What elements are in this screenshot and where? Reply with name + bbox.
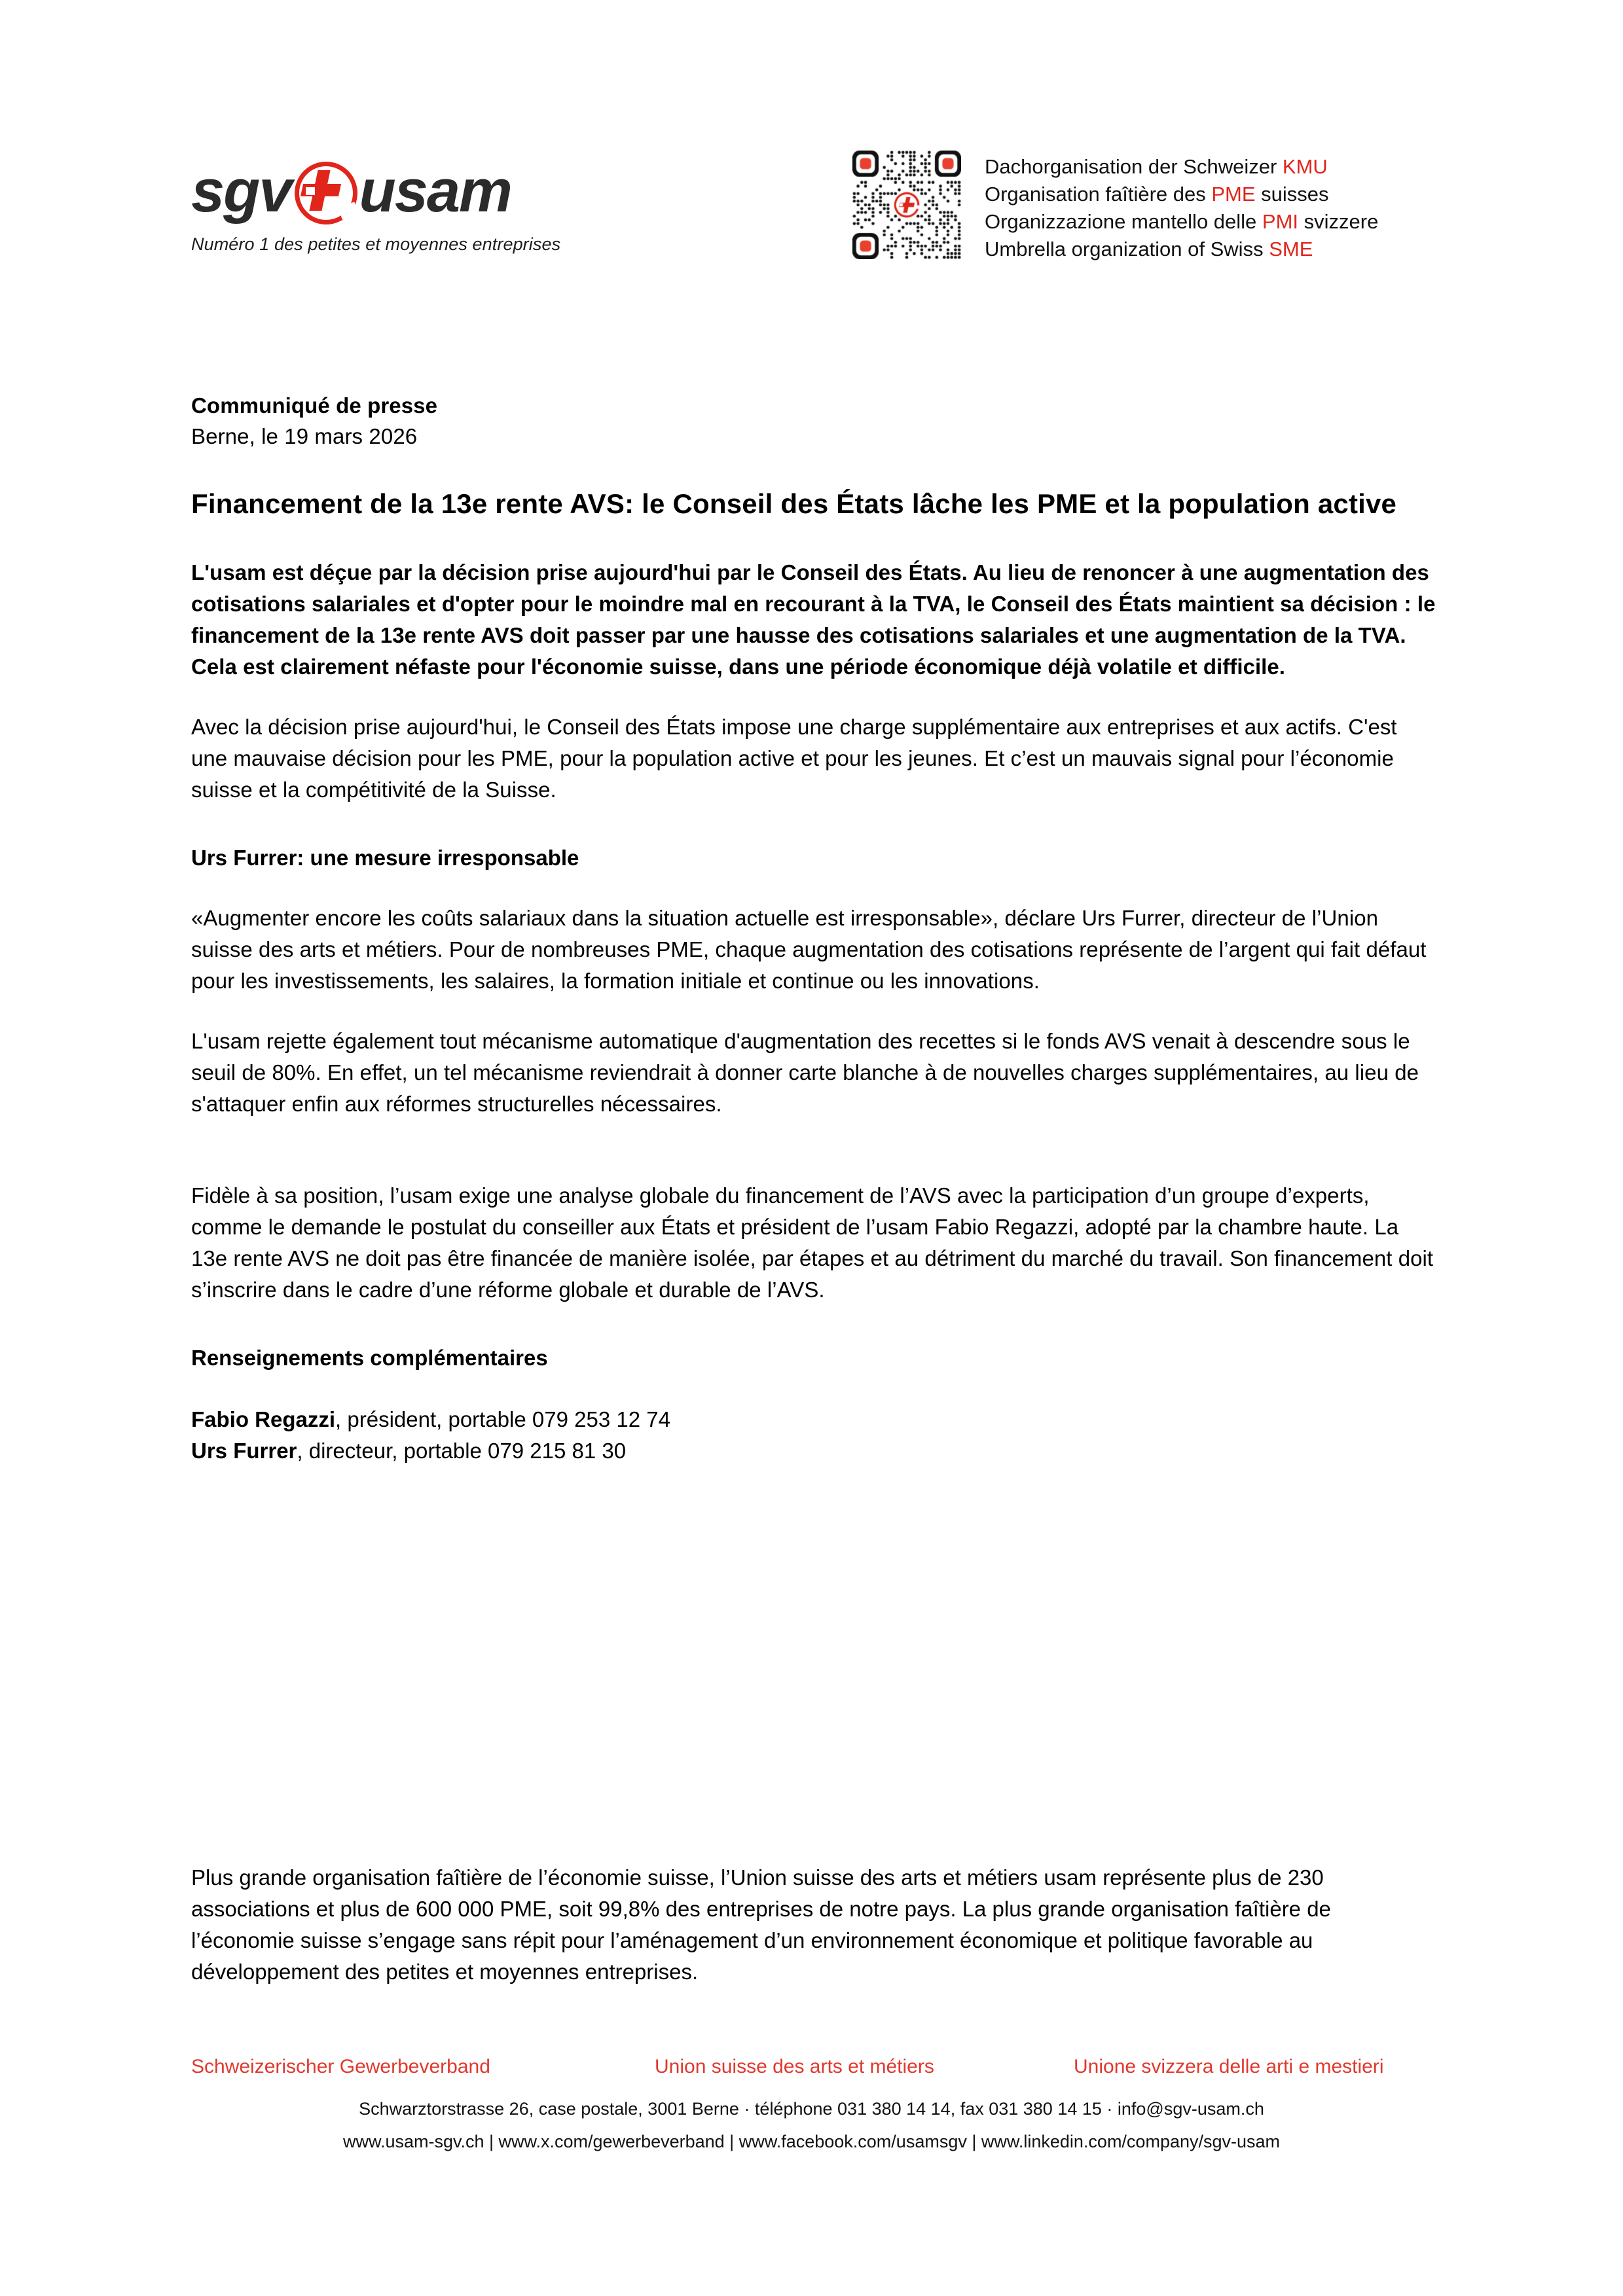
logo-tagline: Numéro 1 des petites et moyennes entreprises [191,234,561,254]
swiss-cross-circle-icon [293,160,356,223]
usam-logo [191,156,597,255]
footer-org-de: Schweizerischer Gewerbeverband [191,2056,490,2077]
qr-line-de: Dachorganisation der Schweizer KMU [985,155,1328,178]
contact-detail: , directeur, portable 079 215 81 30 [297,1439,627,1463]
contact-row [191,1404,1438,1435]
footer-org-fr: Union suisse des arts et métiers [655,2056,934,2077]
subheading-urs-furrer: Urs Furrer: une mesure irresponsable [191,846,579,870]
paragraph-4: Fidèle à sa position, l’usam exige une analyse globale du financement de l’AVS avec la participation d’un groupe d’experts, comme le demande le postulat du conseiller aux États et président de l’usam Fabio Regazzi, adopté par la chambre haute. La 13e rente AVS ne doit pas être financée de manière isolée, par étapes et au détriment du marché du travail. Son financement doit s’inscrire dans le cadre d’une réforme globale et durable de l’AVS. [191,1183,1434,1302]
subheading-contacts: Renseignements complémentaires [191,1346,548,1370]
page-footer [0,2054,1623,2155]
paragraph-1: Avec la décision prise aujourd'hui, le Conseil des États impose une charge supplémentaire aux entreprises et aux actifs. C'est une mauvaise décision pour les PME, pour la population active et pour les jeunes. Et c’est un mauvais signal pour l’économie suisse et la compétitivité de la Suisse. [191,715,1397,802]
footer-org-it: Unione svizzera delle arti e mestieri [1074,2056,1384,2077]
contact-row [191,1435,1438,1467]
logo-text-sgv: sgv [191,158,291,224]
qr-language-lines [985,151,1378,263]
paragraph-2: «Augmenter encore les coûts salariaux dans la situation actuelle est irresponsable», déclare Urs Furrer, directeur de l’Union suisse des arts et métiers. Pour de nombreuses PME, chaque augmentation des cotisations représente de l’argent qui fait défaut pour les investissements, les salaires, la formation initiale et continue ou les innovations. [191,906,1427,993]
qr-header-block [852,151,1378,263]
footer-urls[interactable]: www.usam-sgv.ch | www.x.com/gewerbeverband | www.facebook.com/usamsgv | www.linkedin.com/company/sgv-usam [342,2132,1281,2151]
page-title: Financement de la 13e rente AVS: le Conseil des États lâche les PME et la population active [191,488,1397,519]
footer-address: Schwarztorstrasse 26, case postale, 3001 Berne · téléphone 031 380 14 14, fax 031 380 14 15 · info@sgv-usam.ch [359,2099,1264,2119]
qr-line-en: Umbrella organization of Swiss SME [985,238,1313,260]
document-body [191,390,1438,1467]
qr-code-icon[interactable] [852,151,961,259]
document-dateline: Berne, le 19 mars 2026 [191,424,418,448]
contact-detail: , président, portable 079 253 12 74 [335,1407,670,1431]
footer-org-names [0,2054,1623,2085]
contact-name: Fabio Regazzi [191,1407,336,1431]
lead-paragraph: L'usam est déçue par la décision prise aujourd'hui par le Conseil des États. Au lieu de renoncer à une augmentation des cotisations salariales et d'opter pour le moindre mal en recourant à la TVA, le Conseil des États maintient sa décision : le financement de la 13e rente AVS doit passer par une hausse des cotisations salariales et une augmentation de la TVA. Cela est clairement néfaste pour l'économie suisse, dans une période économique déjà volatile et difficile. [191,560,1436,679]
paragraph-3: L'usam rejette également tout mécanisme automatique d'augmentation des recettes si le fonds AVS venait à descendre sous le seuil de 80%. En effet, un tel mécanisme reviendrait à donner carte blanche à de nouvelles charges supplémentaires, au lieu de s'attaquer enfin aux réformes structurelles nécessaires. [191,1029,1419,1116]
boilerplate-paragraph: Plus grande organisation faîtière de l’économie suisse, l’Union suisse des arts et métiers usam représente plus de 230 associations et plus de 600 000 PME, soit 99,8% des entreprises de notre pays. La plus grande organisation faîtière de l’économie suisse s’engage sans répit pour l’aménagement d’un environnement économique et politique favorable au développement des petites et moyennes entreprises. [191,1865,1331,1984]
page-header [0,0,1623,308]
contact-list [191,1404,1438,1467]
contact-name: Urs Furrer [191,1439,297,1463]
logo-text-usam: usam [359,158,511,224]
document-kicker: Communiqué de presse [191,393,438,418]
logo-wordmark [191,156,597,226]
qr-line-it: Organizzazione mantello delle PMI svizzere [985,210,1379,233]
qr-line-fr: Organisation faîtière des PME suisses [985,183,1329,206]
boilerplate-section [191,1862,1438,1988]
